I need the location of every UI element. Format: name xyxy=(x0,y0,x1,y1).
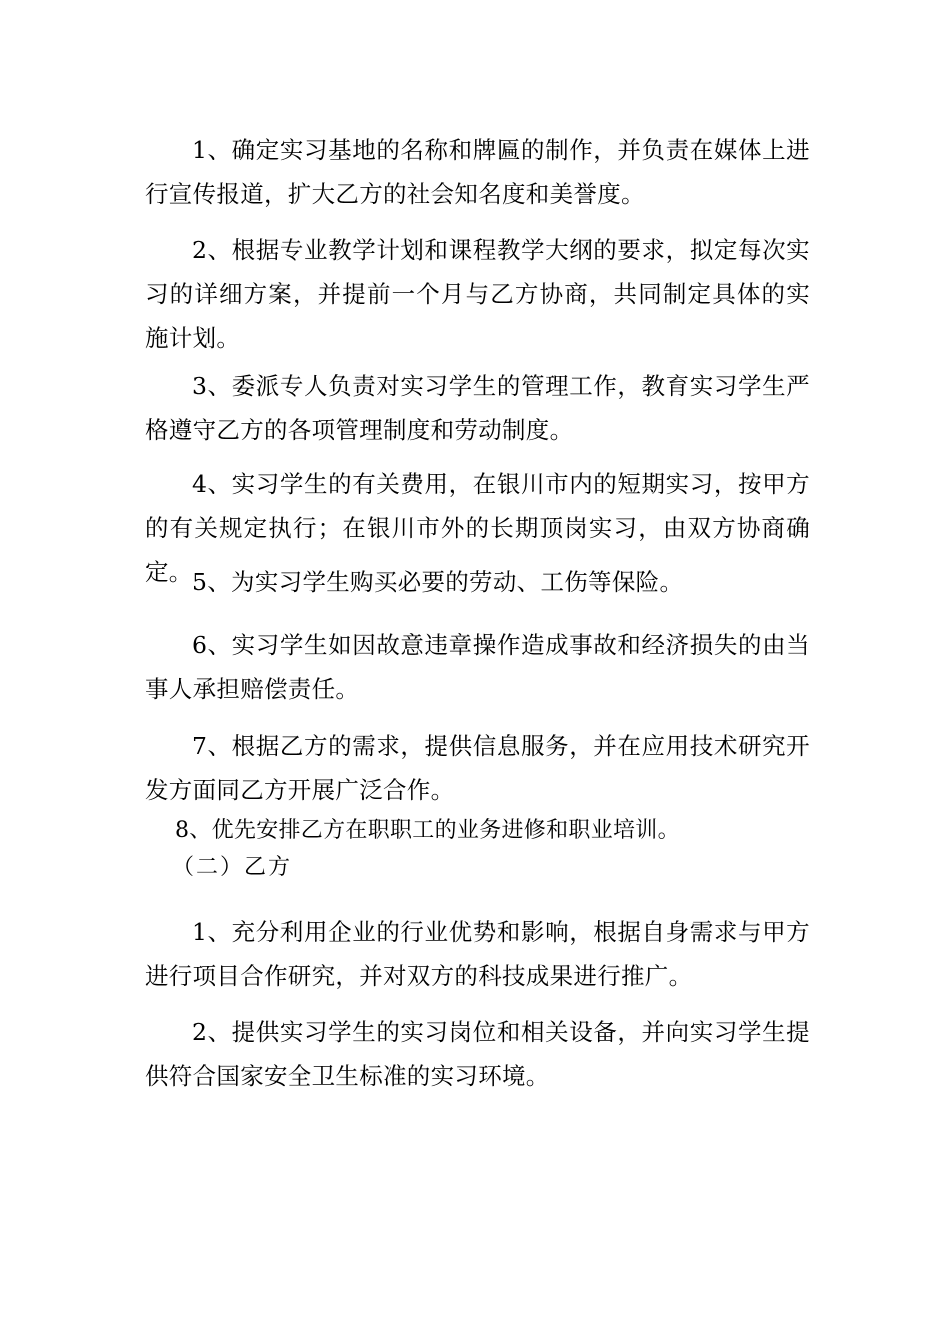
party-a-item-7: 7、根据乙方的需求，提供信息服务，并在应用技术研究开发方面同乙方开展广泛合作。 xyxy=(145,732,810,804)
party-a-item-8: 8、优先安排乙方在职职工的业务进修和职业培训。 xyxy=(175,818,680,843)
party-a-item-1: 1、确定实习基地的名称和牌匾的制作，并负责在媒体上进行宣传报道，扩大乙方的社会知名度和美誉度。 xyxy=(145,136,810,208)
party-b-item-2: 2、提供实习学生的实习岗位和相关设备，并向实习学生提供符合国家安全卫生标准的实习环境。 xyxy=(145,1018,810,1090)
party-a-item-3: 3、委派专人负责对实习学生的管理工作，教育实习学生严格遵守乙方的各项管理制度和劳动制度。 xyxy=(145,372,810,444)
party-a-item-4: 4、实习学生的有关费用，在银川市内的短期实习，按甲方的有关规定执行；在银川市外的长期顶岗实习，由双方协商确定。 xyxy=(145,470,810,586)
party-a-item-2: 2、根据专业教学计划和课程教学大纲的要求，拟定每次实习的详细方案，并提前一个月与乙方协商，共同制定具体的实施计划。 xyxy=(145,236,810,352)
party-a-item-6: 6、实习学生如因故意违章操作造成事故和经济损失的由当事人承担赔偿责任。 xyxy=(145,631,810,703)
party-a-item-5: 5、为实习学生购买必要的劳动、工伤等保险。 xyxy=(192,568,684,596)
party-b-heading: （二）乙方 xyxy=(172,855,293,880)
party-b-item-1: 1、充分利用企业的行业优势和影响，根据自身需求与甲方进行项目合作研究，并对双方的科技成果进行推广。 xyxy=(145,918,810,990)
